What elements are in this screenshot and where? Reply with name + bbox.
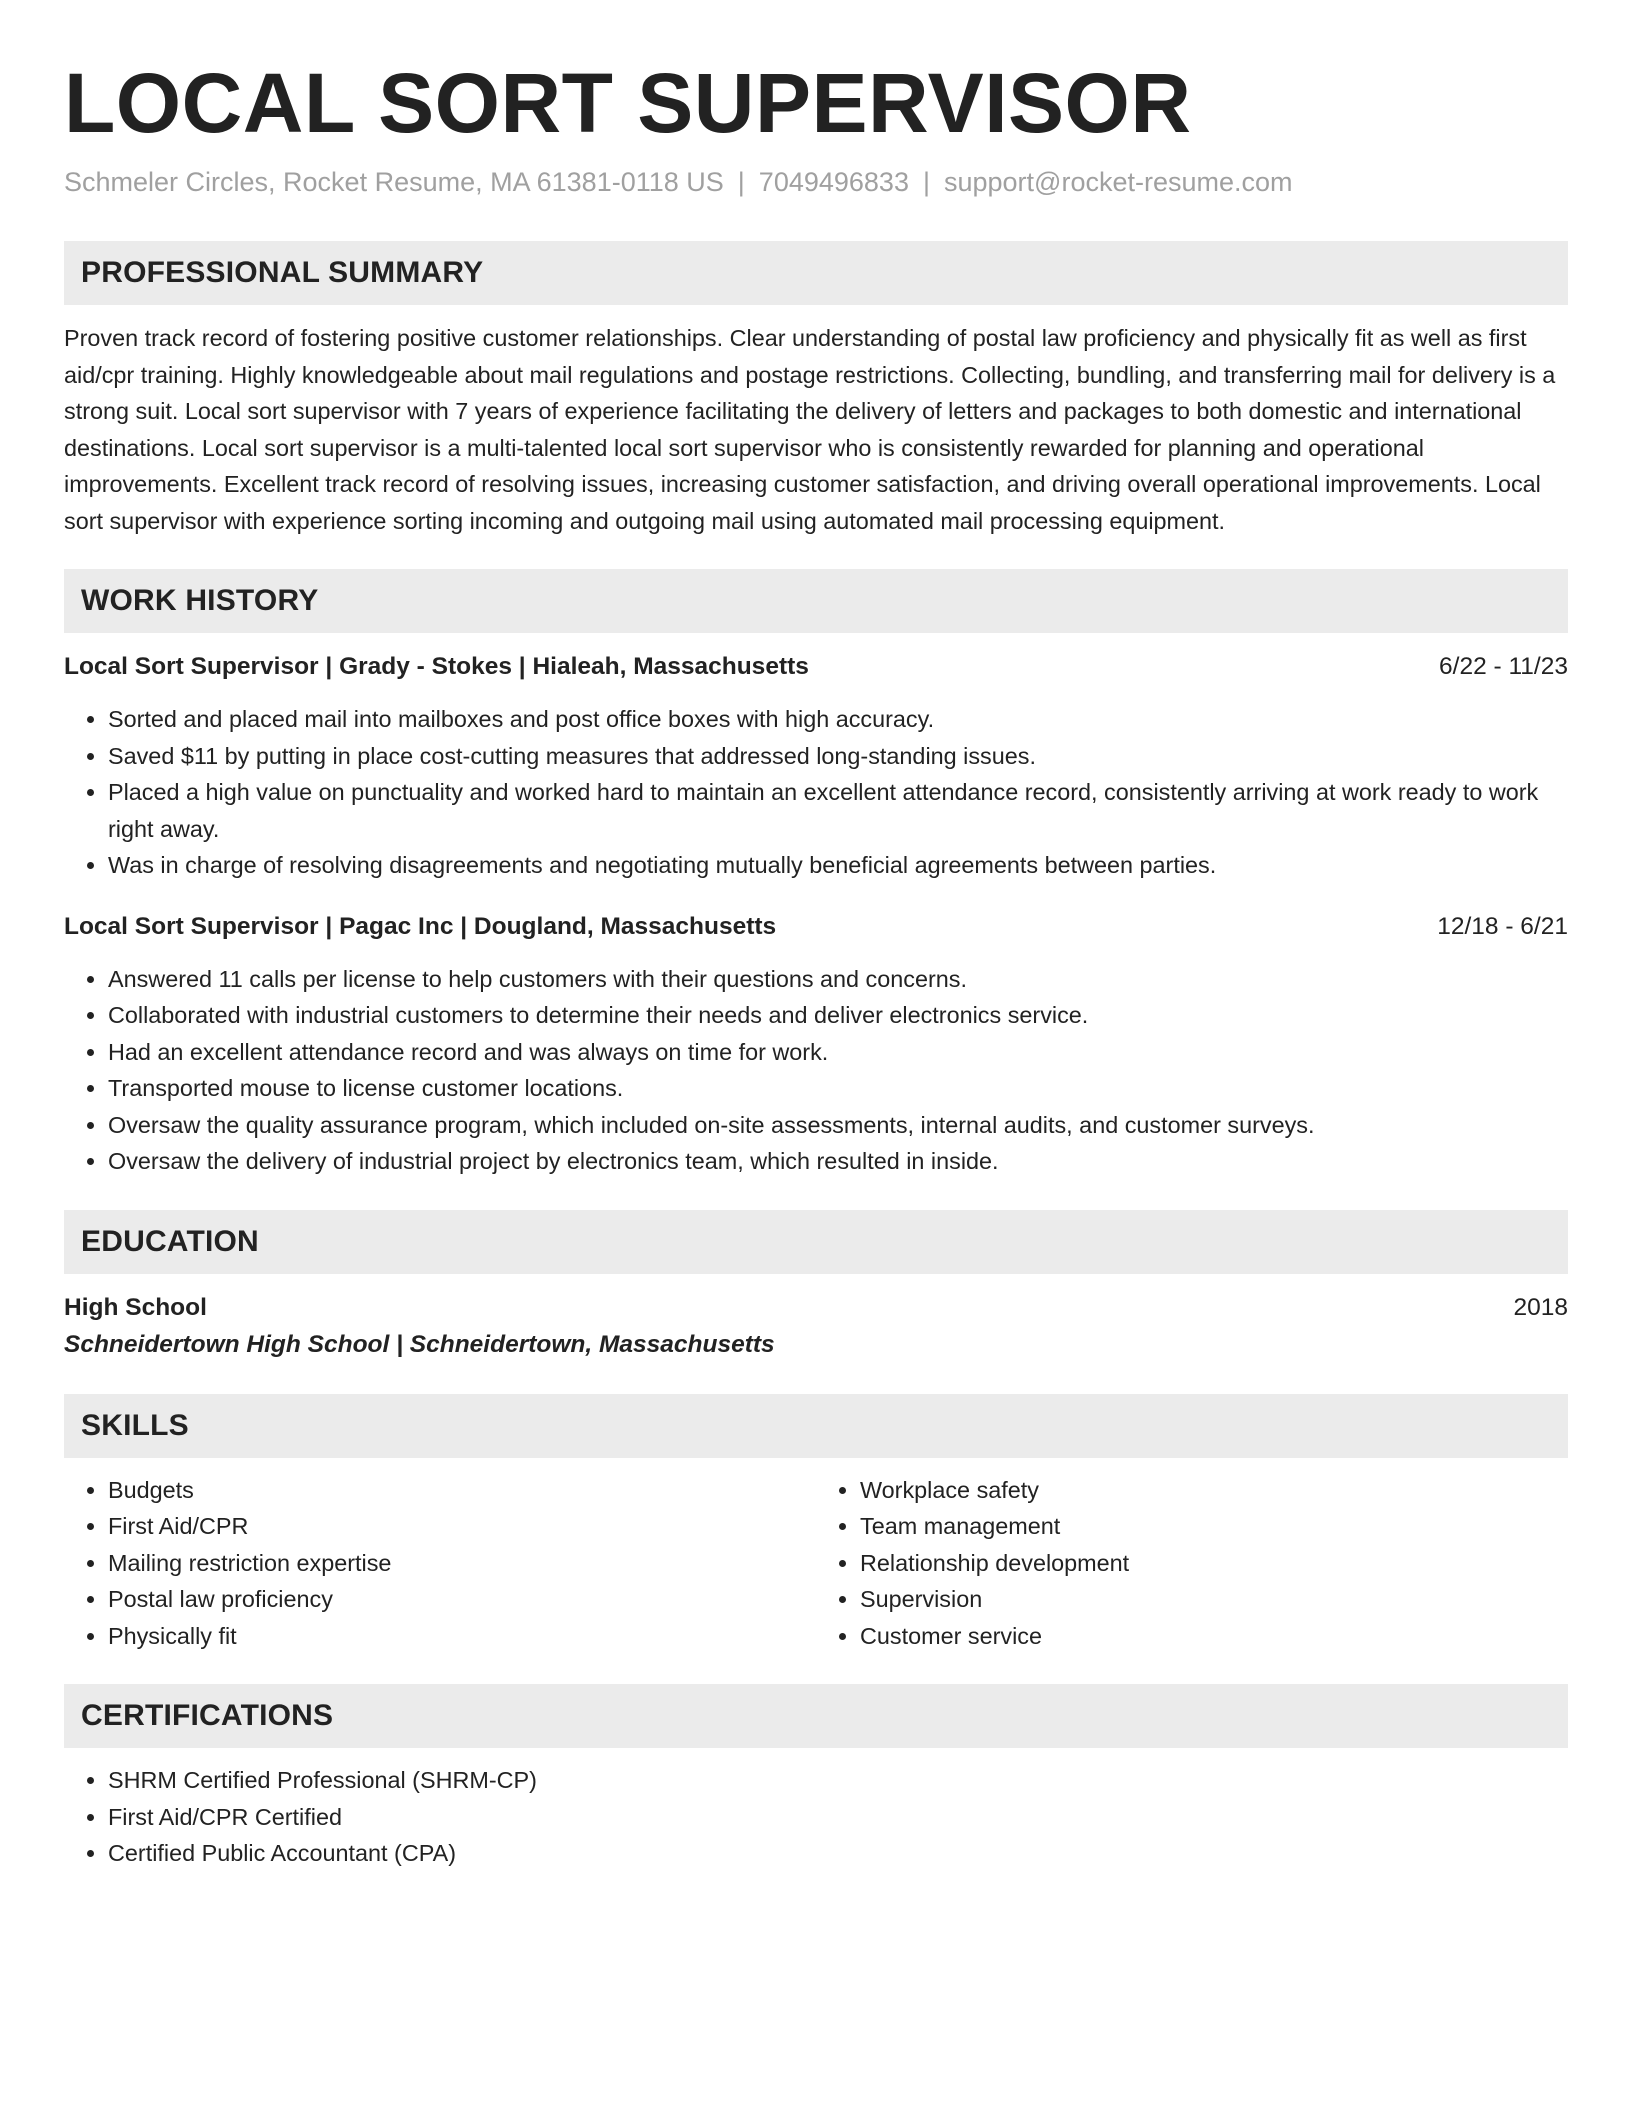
job-bullets bbox=[64, 701, 1568, 884]
job-header bbox=[64, 649, 1568, 685]
summary-text: Proven track record of fostering positive customer relationships. Clear understanding of postal law proficiency and physically fit as well as first aid/cpr training. Highly knowledgeable about mail regulations and postage restrictions. Collecting, bundling, and transferring mail for delivery is a strong suit. Local sort supervisor with 7 years of experience facilitating the delivery of letters and packages to both domestic and international destinations. Local sort supervisor is a multi-talented local sort supervisor who is consistently rewarded for planning and operational improvements. Excellent track record of resolving issues, increasing customer satisfaction, and driving overall operational improvements. Local sort supervisor with experience sorting incoming and outgoing mail using automated mail processing equipment. bbox=[64, 325, 1556, 534]
job-dates: 6/22 - 11/23 bbox=[1439, 653, 1568, 680]
certification-item: • SHRM Certified Professional (SHRM-CP) bbox=[108, 1762, 1568, 1799]
section-heading-skills: SKILLS bbox=[64, 1394, 1568, 1458]
job-bullet: • Transported mouse to license customer locations. bbox=[108, 1070, 1568, 1107]
section-heading-certifications: CERTIFICATIONS bbox=[64, 1684, 1568, 1748]
skills-list-left bbox=[64, 1472, 816, 1655]
job-bullet: • Saved $11 by putting in place cost-cutting measures that addressed long-standing issues. bbox=[108, 738, 1568, 775]
contact-separator: | bbox=[922, 167, 930, 197]
job-bullet: • Placed a high value on punctuality and worked hard to maintain an excellent attendance record, consistently arriving at work ready to work right away. bbox=[108, 774, 1568, 847]
skills-list-right bbox=[816, 1472, 1568, 1655]
skill-item: • Customer service bbox=[860, 1618, 1568, 1655]
job-bullet: • Oversaw the quality assurance program, which included on-site assessments, internal audits, and customer surveys. bbox=[108, 1107, 1568, 1144]
job-bullet: • Had an excellent attendance record and was always on time for work. bbox=[108, 1034, 1568, 1071]
job-title: Local Sort Supervisor | Pagac Inc | Dougland, Massachusetts bbox=[64, 912, 777, 940]
skill-item: • Budgets bbox=[108, 1472, 816, 1509]
job-bullet: • Answered 11 calls per license to help customers with their questions and concerns. bbox=[108, 961, 1568, 998]
job-bullet: • Oversaw the delivery of industrial project by electronics team, which resulted in inside. bbox=[108, 1143, 1568, 1180]
education-header bbox=[64, 1290, 1568, 1326]
job-entry bbox=[64, 649, 1568, 884]
contact-line bbox=[64, 166, 1568, 198]
section-heading-education: EDUCATION bbox=[64, 1210, 1568, 1274]
education-year: 2018 bbox=[1513, 1293, 1568, 1321]
contact-address: Schmeler Circles, Rocket Resume, MA 61381-0118 US bbox=[64, 167, 724, 197]
certification-item: • First Aid/CPR Certified bbox=[108, 1799, 1568, 1836]
education-entry bbox=[64, 1290, 1568, 1364]
resume-page bbox=[64, 0, 1568, 1872]
certification-item: • Certified Public Accountant (CPA) bbox=[108, 1835, 1568, 1872]
skills-grid bbox=[64, 1472, 1568, 1655]
education-degree: High School bbox=[64, 1293, 207, 1321]
job-bullet: • Collaborated with industrial customers to determine their needs and deliver electronics service. bbox=[108, 997, 1568, 1034]
contact-email: support@rocket-resume.com bbox=[943, 167, 1293, 197]
job-bullets bbox=[64, 961, 1568, 1180]
skill-item: • Relationship development bbox=[860, 1545, 1568, 1582]
skill-item: • Postal law proficiency bbox=[108, 1581, 816, 1618]
contact-separator: | bbox=[737, 167, 745, 197]
education-school: Schneidertown High School | Schneidertown, Massachusetts bbox=[64, 1330, 775, 1358]
skill-item: • Supervision bbox=[860, 1581, 1568, 1618]
job-title: Local Sort Supervisor | Grady - Stokes | Hialeah, Massachusetts bbox=[64, 653, 809, 680]
skill-item: • Mailing restriction expertise bbox=[108, 1545, 816, 1582]
contact-phone: 7049496833 bbox=[758, 167, 909, 197]
job-bullet: • Sorted and placed mail into mailboxes and post office boxes with high accuracy. bbox=[108, 701, 1568, 738]
resume-name: LOCAL SORT SUPERVISOR bbox=[64, 56, 1192, 150]
skill-item: • Workplace safety bbox=[860, 1472, 1568, 1509]
skill-item: • Physically fit bbox=[108, 1618, 816, 1655]
skill-item: • First Aid/CPR bbox=[108, 1508, 816, 1545]
section-heading-work-history: WORK HISTORY bbox=[64, 569, 1568, 633]
certifications-list bbox=[64, 1762, 1568, 1872]
job-entry bbox=[64, 909, 1568, 1180]
skill-item: • Team management bbox=[860, 1508, 1568, 1545]
job-bullet: • Was in charge of resolving disagreements and negotiating mutually beneficial agreements between parties. bbox=[108, 847, 1568, 884]
job-dates: 12/18 - 6/21 bbox=[1437, 912, 1568, 940]
section-heading-summary: PROFESSIONAL SUMMARY bbox=[64, 241, 1568, 305]
job-header bbox=[64, 909, 1568, 945]
